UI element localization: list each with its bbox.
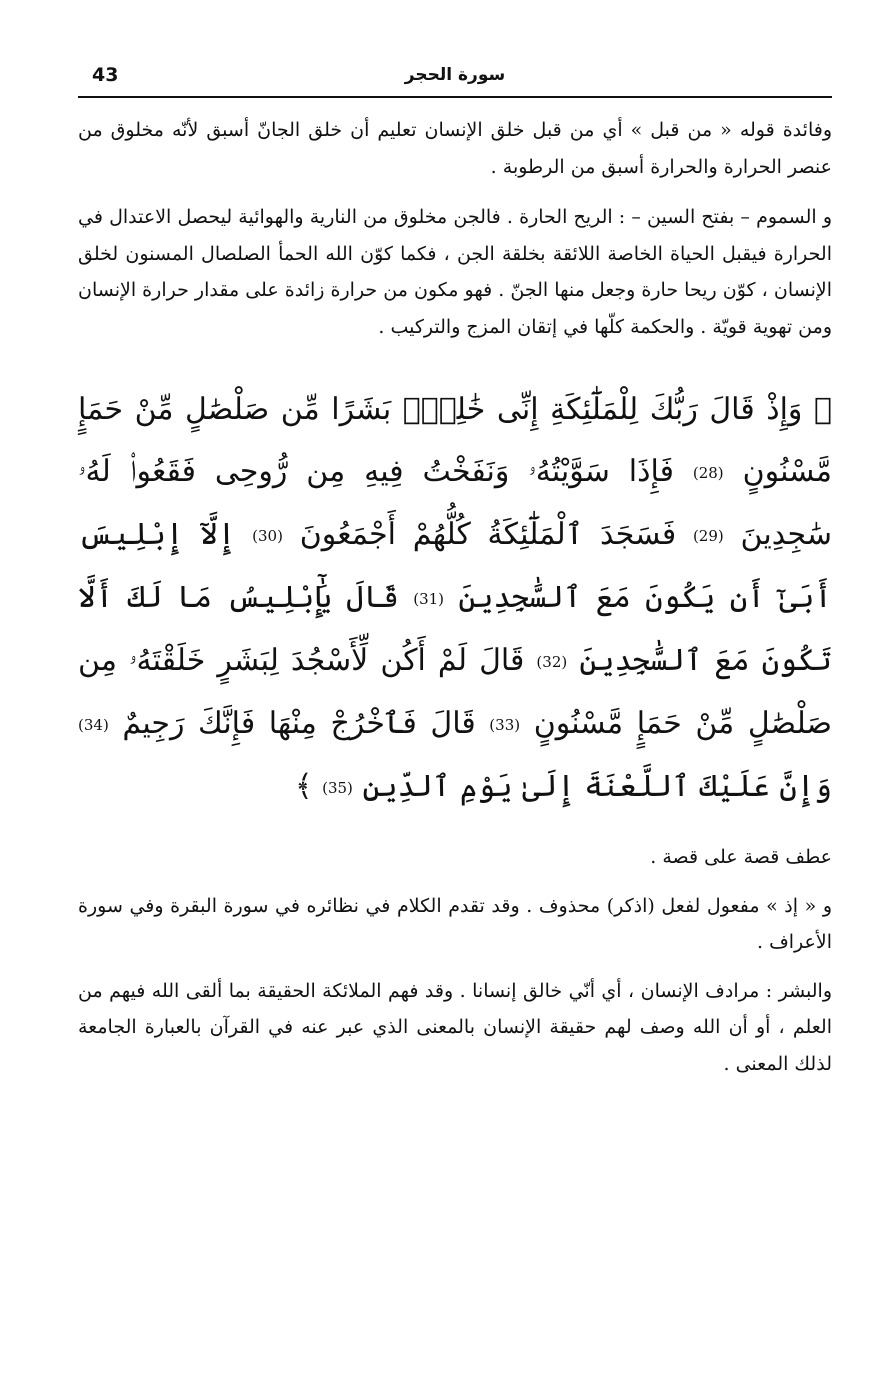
ayah-number: (35) — [322, 779, 353, 797]
ayah-number: (31) — [413, 590, 445, 608]
page-header — [78, 58, 832, 98]
ayah-text: وَإِنَّ عَلَيْكَ ٱللَّعْنَةَ إِلَىٰ يَوْمِ ٱلدِّينِ — [362, 769, 832, 804]
commentary-paragraph: و السموم – بفتح السين – : الريح الحارة . فالجن مخلوق من النارية والهوائية ليحصل الاعتدال في الحرارة فيقبل الحياة الخاصة اللائقة بخلقة الجن ، فكما كوّن الله الحمأ الصلصال المسنون لخلق الإنسان ، كوّن ريحا حارة وجعل منها الجنّ . فهو مكون من حرارة زائدة على مقدار حرارة الإنسان ومن تهوية قويّة . والحكمة كلّها في إتقان المزج والتركيب . — [78, 206, 832, 338]
commentary-paragraph: و « إذ » مفعول لفعل (اذكر) محذوف . وقد تقدم الكلام في نظائره في سورة البقرة وفي سورة الأعراف . — [78, 894, 832, 953]
ayah-text: وَإِذْ قَالَ رَبُّكَ لِلْمَلَٰٓئِكَةِ إِنِّى خَٰلِقٌۢ بَشَرًا مِّن صَلْصَٰلٍ مِّنْ حَمَإٍ مَّسْنُونٍ — [78, 392, 832, 489]
ayah-number: (30) — [252, 527, 283, 545]
verse-open-bracket: ﴿ — [813, 392, 832, 427]
ayah-number: (29) — [692, 527, 724, 545]
verse-close-bracket: ﴾ — [294, 769, 313, 804]
ayah-text: إِلَّآ إِبْلِيسَ أَبَىٰٓ أَن يَكُونَ مَعَ ٱلسَّٰجِدِينَ — [78, 517, 832, 615]
book-page — [78, 58, 832, 1348]
ayah-text: فَسَجَدَ ٱلْمَلَٰٓئِكَةُ كُلُّهُمْ أَجْمَعُونَ — [299, 517, 677, 552]
ayah-number: (32) — [536, 653, 568, 671]
ayah-text: قَالَ لَمْ أَكُن لِّأَسْجُدَ لِبَشَرٍ خَلَقْتَهُۥ مِن صَلْصَٰلٍ مِّنْ حَمَإٍ مَّسْنُونٍ — [78, 643, 832, 741]
commentary-paragraph: والبشر : مرادف الإنسان ، أي أنّي خالق إنسانا . وقد فهم الملائكة الحقيقة بما ألقى الله فيهم من العلم ، أو أن الله وصف لهم حقيقة الإنسان بالمعنى الذي عبر عنه في القرآن بالعبارة الجامعة لذلك المعنى . — [78, 979, 832, 1075]
quran-verse-block — [78, 379, 832, 819]
ayah-text: فَإِذَا سَوَّيْتُهُۥ وَنَفَخْتُ فِيهِ مِن رُّوحِى فَقَعُوا۟ لَهُۥ سَٰجِدِينَ — [78, 454, 832, 552]
running-title: سورة الحجر — [404, 65, 506, 85]
ayah-text: قَالَ فَٱخْرُجْ مِنْهَا فَإِنَّكَ رَجِيمٌ — [122, 706, 476, 741]
ayah-text: قَالَ يَٰٓإِبْلِيسُ مَا لَكَ أَلَّا تَكُونَ مَعَ ٱلسَّٰجِدِينَ — [78, 580, 832, 678]
ayah-number: (28) — [692, 464, 724, 482]
ayah-number: (34) — [78, 716, 109, 734]
ayah-number: (33) — [489, 716, 521, 734]
page-number: 43 — [92, 64, 119, 86]
commentary-paragraph: وفائدة قوله « من قبل » أي من قبل خلق الإنسان تعليم أن خلق الجانّ أسبق لأنّه مخلوق من عنصر الحرارة والحرارة أسبق من الرطوبة . — [78, 119, 832, 178]
commentary-paragraph: عطف قصة على قصة . — [650, 846, 832, 868]
